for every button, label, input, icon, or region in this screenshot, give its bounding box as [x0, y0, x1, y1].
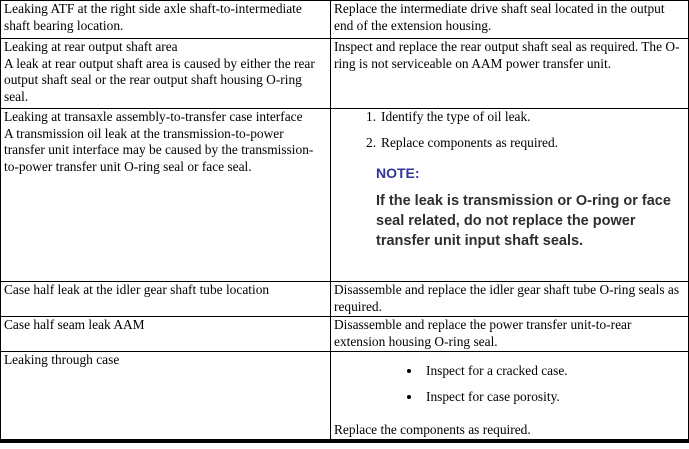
symptom-cell: [1, 109, 331, 282]
note-block: [376, 165, 685, 250]
action-cell: [331, 352, 689, 442]
step-number: 1.: [366, 109, 377, 124]
step-item: [366, 109, 685, 126]
symptom-cell: [1, 282, 331, 317]
step-text: Replace components as required.: [381, 134, 559, 150]
numbered-step-list: [334, 109, 685, 151]
table-row: [1, 282, 689, 317]
action-footer-text: Replace the components as required.: [334, 421, 531, 437]
bullet-item: • Inspect for case porosity.: [422, 389, 685, 406]
symptom-cell: [1, 1, 331, 39]
step-number: 2.: [366, 134, 377, 150]
symptom-cell: [1, 352, 331, 442]
note-text: If the leak is transmission or O-ring or face seal related, do not replace the power transfer unit input shaft seals.: [376, 192, 671, 249]
symptom-detail: A transmission oil leak at the transmission-to-power transfer unit interface may be caused by the transmission-to-power transfer unit O-ring seal or face seal.: [4, 125, 314, 174]
symptom-text: Leaking ATF at the right side axle shaft-to-intermediate shaft bearing location.: [4, 1, 302, 33]
action-text: Replace the intermediate drive shaft seal located in the output end of the extension housing.: [334, 1, 665, 33]
bullet-list: [334, 363, 685, 414]
action-cell: [331, 317, 689, 352]
symptom-cell: [1, 39, 331, 109]
symptom-text: Leaking through case: [4, 352, 120, 368]
symptom-text: Case half leak at the idler gear shaft tube location: [4, 282, 270, 297]
table-row: [1, 1, 689, 39]
action-text: Disassemble and replace the power transfer unit-to-rear extension housing O-ring seal.: [334, 317, 632, 349]
action-cell: [331, 1, 689, 39]
action-cell: [331, 282, 689, 317]
note-label: NOTE:: [376, 165, 420, 182]
action-cell: [331, 39, 689, 109]
table-row: [1, 352, 689, 442]
symptom-cell: [1, 317, 331, 352]
table-row: [1, 317, 689, 352]
action-text: Inspect and replace the rear output shaft seal as required. The O-ring is not serviceable on AAM power transfer unit.: [334, 39, 680, 71]
symptom-title: Leaking at transaxle assembly-to-transfer case interface: [4, 109, 303, 124]
action-cell: [331, 109, 689, 282]
symptom-title: Leaking at rear output shaft area: [4, 39, 178, 54]
table-row: [1, 109, 689, 282]
step-item: [366, 135, 685, 152]
action-text: Disassemble and replace the idler gear shaft tube O-ring seals as required.: [334, 282, 680, 314]
symptom-text: Case half seam leak AAM: [4, 317, 145, 333]
symptom-detail: A leak at rear output shaft area is caused by either the rear output shaft seal or the rear output shaft housing O-ring seal.: [4, 55, 315, 104]
table-row: [1, 39, 689, 109]
step-text: Identify the type of oil leak.: [381, 109, 531, 124]
bullet-item: • Inspect for a cracked case.: [422, 363, 685, 380]
